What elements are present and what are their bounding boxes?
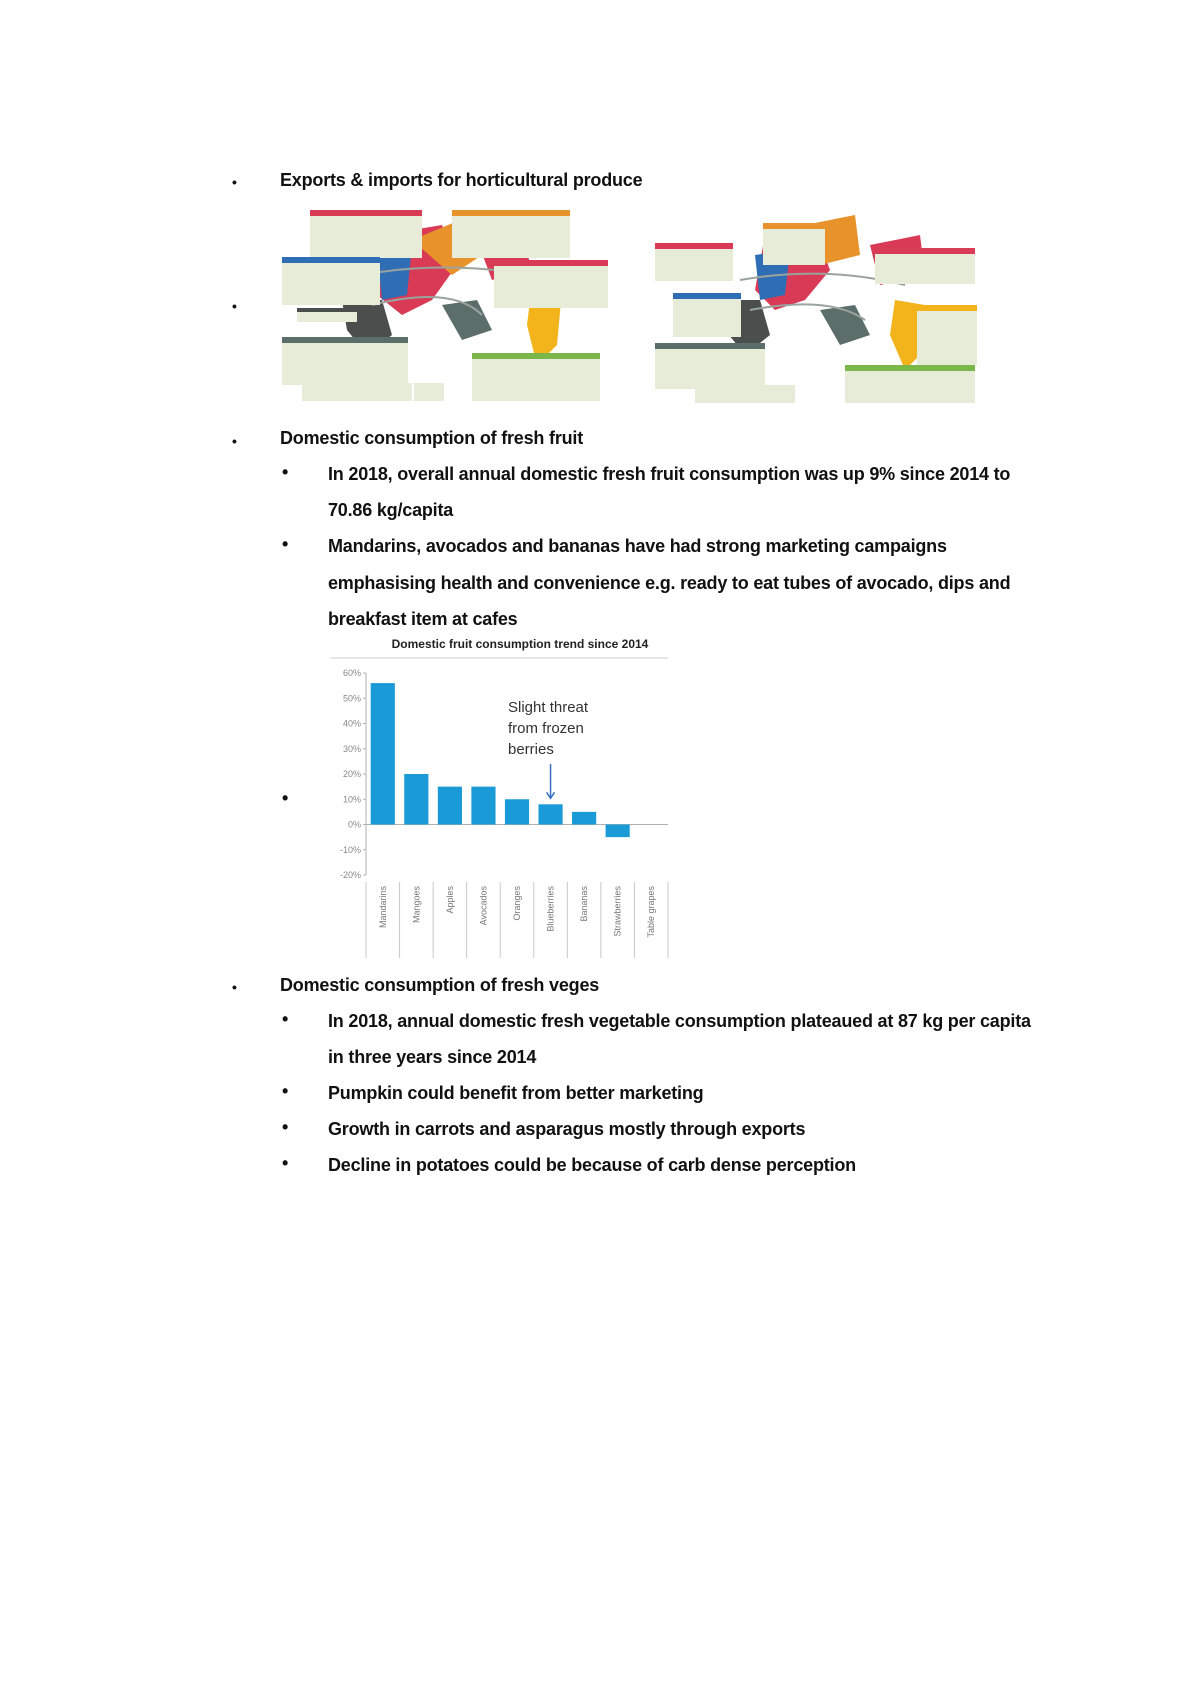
bar-apples [438, 787, 462, 825]
y-tick-label: 0% [347, 819, 361, 830]
annotation-line-1: Slight threat [508, 699, 589, 716]
veg-bullet-3: Growth in carrots and asparagus mostly through exports [328, 1119, 806, 1139]
section-heading-exports: Exports & imports for horticultural produce [280, 170, 643, 190]
bar-mangoes [404, 774, 428, 825]
fruit-bullet-2-line-3: breakfast item at cafes [328, 609, 518, 629]
bullet: • [282, 462, 289, 482]
x-tick-label: Avocados [478, 886, 489, 926]
bar-oranges [505, 799, 529, 824]
bar-blueberries [538, 804, 562, 824]
x-tick-label: Blueberries [545, 886, 556, 932]
y-tick-label: 40% [342, 718, 361, 729]
bullet: • [282, 1009, 289, 1029]
veg-bullet-2: Pumpkin could benefit from better marketing [328, 1083, 704, 1103]
fruit-bullet-1-line-1: In 2018, overall annual domestic fresh fruit consumption was up 9% since 2014 to [328, 464, 1011, 484]
export-import-world-map-right [655, 205, 979, 403]
bullet: • [282, 1081, 289, 1101]
bullet: • [232, 298, 237, 314]
bars [371, 683, 630, 837]
y-tick-label: 10% [342, 794, 361, 805]
bullet: • [282, 1153, 289, 1173]
section-heading-fruit: Domestic consumption of fresh fruit [280, 428, 584, 448]
y-tick-label: 50% [342, 693, 361, 704]
fruit-consumption-chart [330, 630, 670, 960]
bullet: • [232, 433, 237, 449]
x-tick-label: Mangoes [411, 886, 422, 924]
annotation-line-3: berries [508, 741, 554, 758]
veg-bullet-4: Decline in potatoes could be because of carb dense perception [328, 1155, 856, 1175]
bullet: • [282, 1117, 289, 1137]
bar-mandarins [371, 683, 395, 824]
bar-strawberries [606, 825, 630, 838]
export-import-world-map-left [282, 205, 608, 403]
x-tick-label: Mandarins [377, 886, 388, 929]
y-tick-label: -10% [339, 844, 361, 855]
veg-bullet-1-line-2: in three years since 2014 [328, 1047, 537, 1067]
x-tick-label: Apples [444, 886, 455, 914]
x-tick-label: Bananas [579, 886, 590, 922]
x-tick-label: Strawberries [612, 886, 623, 937]
bullet: • [282, 788, 289, 808]
bar-bananas [572, 812, 596, 825]
bullet: • [282, 534, 289, 554]
bullet: • [232, 979, 237, 995]
y-tick-label: 30% [342, 743, 361, 754]
chart-title: Domestic fruit consumption trend since 2014 [391, 637, 649, 651]
y-tick-label: 20% [342, 769, 361, 779]
fruit-bullet-2-line-1: Mandarins, avocados and bananas have had strong marketing campaigns [328, 536, 947, 556]
veg-bullet-1-line-1: In 2018, annual domestic fresh vegetable consumption plateaued at 87 kg per capita [328, 1011, 1031, 1031]
bar-avocados [471, 787, 495, 825]
annotation-line-2: from frozen [508, 720, 584, 737]
fruit-bullet-1-line-2: 70.86 kg/capita [328, 500, 454, 520]
x-tick-label: Table grapes [646, 886, 657, 938]
y-tick-label: 60% [342, 668, 361, 678]
fruit-bullet-2-line-2: emphasising health and convenience e.g. ready to eat tubes of avocado, dips and [328, 573, 1011, 593]
y-tick-label: -20% [339, 870, 361, 880]
bullet: • [232, 174, 237, 190]
section-heading-veges: Domestic consumption of fresh veges [280, 975, 600, 995]
x-tick-label: Oranges [512, 886, 522, 921]
x-axis [366, 882, 668, 958]
